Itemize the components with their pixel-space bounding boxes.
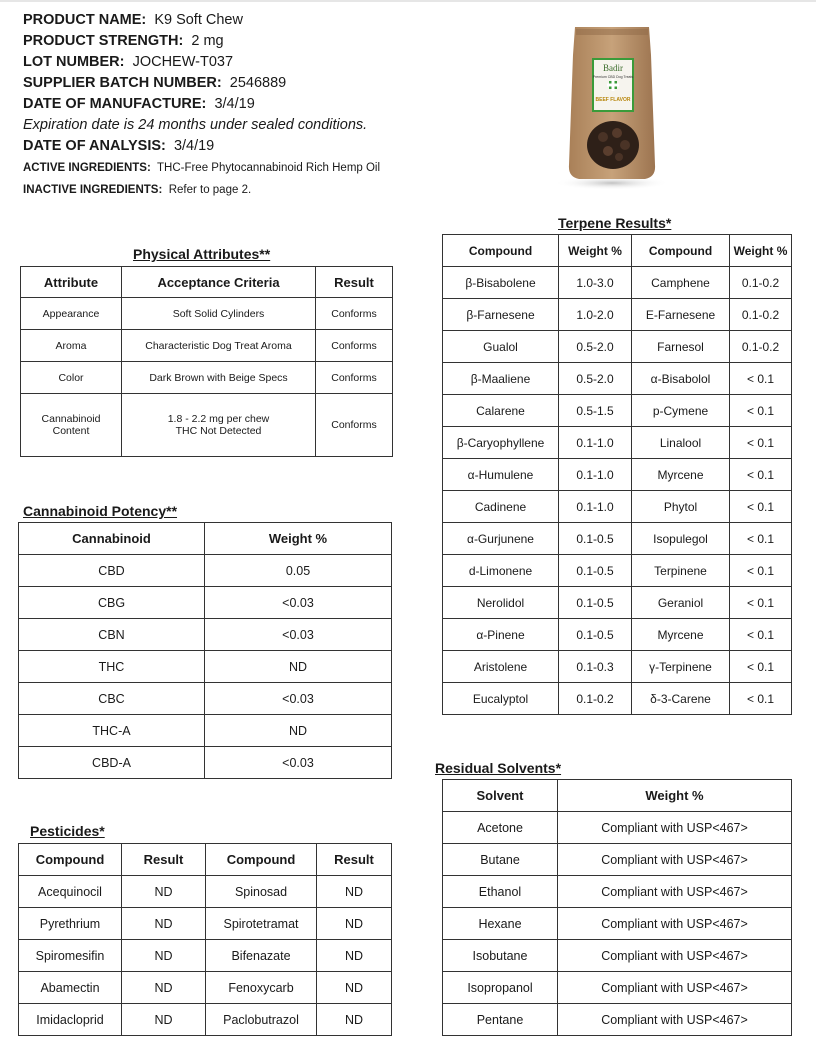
active-ingredients-line: ACTIVE INGREDIENTS: THC-Free Phytocannabinoid Rich Hemp Oil (23, 162, 381, 174)
table-row: CBN <0.03 (19, 619, 392, 651)
product-package-image (545, 15, 680, 195)
table-row: β-Caryophyllene 0.1-1.0 Linalool < 0.1 (443, 427, 792, 459)
table-row: α-Gurjunene 0.1-0.5 Isopulegol < 0.1 (443, 523, 792, 555)
table-row: Eucalyptol 0.1-0.2 δ-3-Carene < 0.1 (443, 683, 792, 715)
analysis-date: 3/4/19 (173, 138, 215, 154)
table-row: Gualol 0.5-2.0 Farnesol 0.1-0.2 (443, 331, 792, 363)
pesticides-title: Pesticides* (30, 823, 105, 839)
table-header-row: Attribute Acceptance Criteria Result (21, 267, 393, 298)
product-name-line: PRODUCT NAME: K9 Soft Chew (23, 12, 243, 28)
product-header (23, 10, 563, 201)
lot-number-line: LOT NUMBER: JOCHEW-T037 (23, 54, 234, 70)
table-row: THC ND (19, 651, 392, 683)
table-row: β-Farnesene 1.0-2.0 E-Farnesene 0.1-0.2 (443, 299, 792, 331)
physical-attributes-table (20, 266, 393, 457)
inactive-ingredients: Refer to page 2. (168, 184, 252, 196)
table-row: Cadinene 0.1-1.0 Phytol < 0.1 (443, 491, 792, 523)
page-top-rule (0, 0, 816, 2)
table-row: CBD 0.05 (19, 555, 392, 587)
table-row: Color Dark Brown with Beige Specs Conforms (21, 362, 393, 394)
terpene-results-table (442, 234, 792, 715)
residual-solvents-table (442, 779, 792, 1036)
product-strength: 2 mg (191, 33, 224, 49)
table-row: β-Bisabolene 1.0-3.0 Camphene 0.1-0.2 (443, 267, 792, 299)
cannabinoid-potency-table (18, 522, 392, 779)
lot-number: JOCHEW-T037 (132, 54, 234, 70)
batch-number: 2546889 (229, 75, 287, 91)
table-row: Isobutane Compliant with USP<467> (443, 940, 792, 972)
table-row: Pyrethrium ND Spirotetramat ND (19, 908, 392, 940)
table-row: α-Pinene 0.1-0.5 Myrcene < 0.1 (443, 619, 792, 651)
manufacture-date-line: DATE OF MANUFACTURE: 3/4/19 (23, 96, 255, 112)
expiration-note: Expiration date is 24 months under sealed conditions. (23, 117, 368, 133)
residual-solvents-title: Residual Solvents* (435, 760, 562, 776)
inactive-ingredients-line: INACTIVE INGREDIENTS: Refer to page 2. (23, 184, 252, 196)
cannabinoid-potency-title: Cannabinoid Potency** (23, 503, 178, 519)
table-row: CBG <0.03 (19, 587, 392, 619)
table-row: Cannabinoid Content 1.8 - 2.2 mg per chew THC Not Detected Conforms (21, 394, 393, 457)
package-brand: Badir (603, 63, 623, 73)
table-row: β-Maaliene 0.5-2.0 α-Bisabolol < 0.1 (443, 363, 792, 395)
table-row: Acetone Compliant with USP<467> (443, 812, 792, 844)
table-row: CBC <0.03 (19, 683, 392, 715)
table-row: Appearance Soft Solid Cylinders Conforms (21, 298, 393, 330)
table-header-row: Cannabinoid Weight % (19, 523, 392, 555)
pesticides-table (18, 843, 392, 1036)
table-row: Ethanol Compliant with USP<467> (443, 876, 792, 908)
package-line: Premium CBD Dog Treats (592, 75, 634, 79)
table-row: d-Limonene 0.1-0.5 Terpinene < 0.1 (443, 555, 792, 587)
table-row: Acequinocil ND Spinosad ND (19, 876, 392, 908)
manufacture-date: 3/4/19 (214, 96, 255, 112)
physical-attributes-title: Physical Attributes** (133, 246, 271, 262)
product-strength-line: PRODUCT STRENGTH: 2 mg (23, 33, 224, 49)
table-row: Nerolidol 0.1-0.5 Geraniol < 0.1 (443, 587, 792, 619)
batch-number-line: SUPPLIER BATCH NUMBER: 2546889 (23, 75, 287, 91)
table-header-row: Compound Result Compound Result (19, 844, 392, 876)
table-row: Calarene 0.5-1.5 p-Cymene < 0.1 (443, 395, 792, 427)
table-row: α-Humulene 0.1-1.0 Myrcene < 0.1 (443, 459, 792, 491)
table-row: Aroma Characteristic Dog Treat Aroma Conforms (21, 330, 393, 362)
package-flavor: BEEF FLAVOR (595, 97, 631, 103)
table-row: Imidacloprid ND Paclobutrazol ND (19, 1004, 392, 1036)
table-row: CBD-A <0.03 (19, 747, 392, 779)
terpene-results-title: Terpene Results* (558, 215, 672, 231)
table-row: Hexane Compliant with USP<467> (443, 908, 792, 940)
table-header-row: Solvent Weight % (443, 780, 792, 812)
table-row: Butane Compliant with USP<467> (443, 844, 792, 876)
table-row: Abamectin ND Fenoxycarb ND (19, 972, 392, 1004)
table-header-row: Compound Weight % Compound Weight % (443, 235, 792, 267)
table-row: Aristolene 0.1-0.3 γ-Terpinene < 0.1 (443, 651, 792, 683)
analysis-date-line: DATE OF ANALYSIS: 3/4/19 (23, 138, 215, 154)
table-row: Pentane Compliant with USP<467> (443, 1004, 792, 1036)
table-row: Spiromesifin ND Bifenazate ND (19, 940, 392, 972)
table-row: THC-A ND (19, 715, 392, 747)
active-ingredients: THC-Free Phytocannabinoid Rich Hemp Oil (156, 162, 381, 174)
product-name: K9 Soft Chew (154, 12, 243, 28)
table-row: Isopropanol Compliant with USP<467> (443, 972, 792, 1004)
